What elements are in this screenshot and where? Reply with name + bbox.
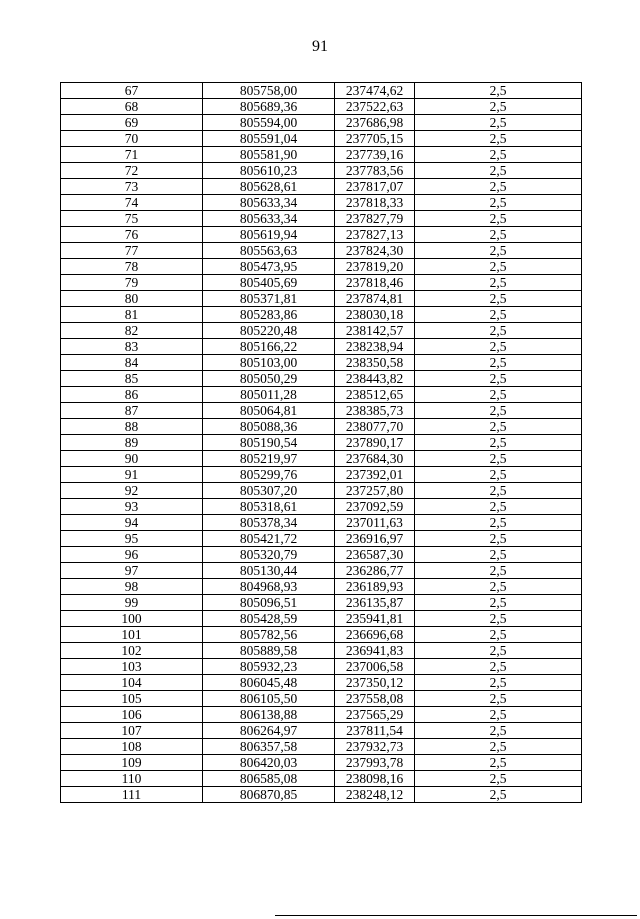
y-coordinate-cell: 237874,81 (335, 291, 415, 307)
y-coordinate-cell: 237827,79 (335, 211, 415, 227)
bottom-rule (275, 915, 637, 916)
table-row (61, 387, 582, 403)
point-number-cell: 70 (61, 131, 203, 147)
table-row (61, 483, 582, 499)
accuracy-cell: 2,5 (415, 355, 582, 371)
x-coordinate-cell: 806138,88 (203, 707, 335, 723)
x-coordinate-cell: 805591,04 (203, 131, 335, 147)
accuracy-cell: 2,5 (415, 563, 582, 579)
y-coordinate-cell: 237392,01 (335, 467, 415, 483)
x-coordinate-cell: 806264,97 (203, 723, 335, 739)
table-row (61, 147, 582, 163)
table-row (61, 755, 582, 771)
point-number-cell: 101 (61, 627, 203, 643)
accuracy-cell: 2,5 (415, 195, 582, 211)
point-number-cell: 68 (61, 99, 203, 115)
y-coordinate-cell: 237565,29 (335, 707, 415, 723)
point-number-cell: 81 (61, 307, 203, 323)
point-number-cell: 72 (61, 163, 203, 179)
accuracy-cell: 2,5 (415, 627, 582, 643)
accuracy-cell: 2,5 (415, 291, 582, 307)
y-coordinate-cell: 237818,33 (335, 195, 415, 211)
point-number-cell: 97 (61, 563, 203, 579)
x-coordinate-cell: 805299,76 (203, 467, 335, 483)
table-row (61, 627, 582, 643)
x-coordinate-cell: 805064,81 (203, 403, 335, 419)
y-coordinate-cell: 237993,78 (335, 755, 415, 771)
accuracy-cell: 2,5 (415, 179, 582, 195)
x-coordinate-cell: 805889,58 (203, 643, 335, 659)
point-number-cell: 75 (61, 211, 203, 227)
point-number-cell: 77 (61, 243, 203, 259)
accuracy-cell: 2,5 (415, 707, 582, 723)
table-row (61, 435, 582, 451)
accuracy-cell: 2,5 (415, 387, 582, 403)
accuracy-cell: 2,5 (415, 579, 582, 595)
point-number-cell: 69 (61, 115, 203, 131)
x-coordinate-cell: 805610,23 (203, 163, 335, 179)
point-number-cell: 96 (61, 547, 203, 563)
y-coordinate-cell: 237890,17 (335, 435, 415, 451)
y-coordinate-cell: 236696,68 (335, 627, 415, 643)
x-coordinate-cell: 805581,90 (203, 147, 335, 163)
table-row (61, 771, 582, 787)
y-coordinate-cell: 237705,15 (335, 131, 415, 147)
y-coordinate-cell: 237092,59 (335, 499, 415, 515)
y-coordinate-cell: 238142,57 (335, 323, 415, 339)
table-row (61, 403, 582, 419)
table-row (61, 291, 582, 307)
point-number-cell: 99 (61, 595, 203, 611)
point-number-cell: 104 (61, 675, 203, 691)
point-number-cell: 98 (61, 579, 203, 595)
accuracy-cell: 2,5 (415, 211, 582, 227)
accuracy-cell: 2,5 (415, 451, 582, 467)
table-row (61, 355, 582, 371)
accuracy-cell: 2,5 (415, 531, 582, 547)
y-coordinate-cell: 237819,20 (335, 259, 415, 275)
accuracy-cell: 2,5 (415, 323, 582, 339)
accuracy-cell: 2,5 (415, 259, 582, 275)
table-row (61, 179, 582, 195)
x-coordinate-cell: 805378,34 (203, 515, 335, 531)
y-coordinate-cell: 238238,94 (335, 339, 415, 355)
x-coordinate-cell: 805689,36 (203, 99, 335, 115)
table-row (61, 227, 582, 243)
page-number: 91 (312, 38, 328, 55)
point-number-cell: 107 (61, 723, 203, 739)
table-row (61, 83, 582, 99)
point-number-cell: 78 (61, 259, 203, 275)
x-coordinate-cell: 805619,94 (203, 227, 335, 243)
y-coordinate-cell: 237932,73 (335, 739, 415, 755)
point-number-cell: 92 (61, 483, 203, 499)
x-coordinate-cell: 805096,51 (203, 595, 335, 611)
y-coordinate-cell: 238443,82 (335, 371, 415, 387)
accuracy-cell: 2,5 (415, 499, 582, 515)
table-row (61, 163, 582, 179)
point-number-cell: 67 (61, 83, 203, 99)
point-number-cell: 102 (61, 643, 203, 659)
point-number-cell: 103 (61, 659, 203, 675)
x-coordinate-cell: 805932,23 (203, 659, 335, 675)
y-coordinate-cell: 237257,80 (335, 483, 415, 499)
x-coordinate-cell: 805166,22 (203, 339, 335, 355)
point-number-cell: 90 (61, 451, 203, 467)
y-coordinate-cell: 235941,81 (335, 611, 415, 627)
x-coordinate-cell: 805428,59 (203, 611, 335, 627)
accuracy-cell: 2,5 (415, 147, 582, 163)
x-coordinate-cell: 805220,48 (203, 323, 335, 339)
point-number-cell: 88 (61, 419, 203, 435)
x-coordinate-cell: 805628,61 (203, 179, 335, 195)
y-coordinate-cell: 238248,12 (335, 787, 415, 803)
point-number-cell: 79 (61, 275, 203, 291)
point-number-cell: 80 (61, 291, 203, 307)
y-coordinate-cell: 238030,18 (335, 307, 415, 323)
y-coordinate-cell: 236286,77 (335, 563, 415, 579)
x-coordinate-cell: 805219,97 (203, 451, 335, 467)
table-row (61, 531, 582, 547)
x-coordinate-cell: 805594,00 (203, 115, 335, 131)
point-number-cell: 82 (61, 323, 203, 339)
y-coordinate-cell: 238098,16 (335, 771, 415, 787)
table-row (61, 99, 582, 115)
accuracy-cell: 2,5 (415, 307, 582, 323)
accuracy-cell: 2,5 (415, 675, 582, 691)
accuracy-cell: 2,5 (415, 435, 582, 451)
y-coordinate-cell: 237739,16 (335, 147, 415, 163)
table-row (61, 131, 582, 147)
table-row (61, 451, 582, 467)
y-coordinate-cell: 237558,08 (335, 691, 415, 707)
table-row (61, 723, 582, 739)
x-coordinate-cell: 805473,95 (203, 259, 335, 275)
y-coordinate-cell: 237474,62 (335, 83, 415, 99)
point-number-cell: 83 (61, 339, 203, 355)
x-coordinate-cell: 805088,36 (203, 419, 335, 435)
accuracy-cell: 2,5 (415, 403, 582, 419)
table-body (61, 83, 582, 803)
accuracy-cell: 2,5 (415, 611, 582, 627)
y-coordinate-cell: 236587,30 (335, 547, 415, 563)
y-coordinate-cell: 237817,07 (335, 179, 415, 195)
accuracy-cell: 2,5 (415, 99, 582, 115)
table-row (61, 467, 582, 483)
accuracy-cell: 2,5 (415, 691, 582, 707)
x-coordinate-cell: 804968,93 (203, 579, 335, 595)
point-number-cell: 84 (61, 355, 203, 371)
point-number-cell: 106 (61, 707, 203, 723)
point-number-cell: 94 (61, 515, 203, 531)
table-row (61, 243, 582, 259)
y-coordinate-cell: 236941,83 (335, 643, 415, 659)
table-row (61, 371, 582, 387)
point-number-cell: 109 (61, 755, 203, 771)
table-row (61, 323, 582, 339)
x-coordinate-cell: 805283,86 (203, 307, 335, 323)
y-coordinate-cell: 237684,30 (335, 451, 415, 467)
x-coordinate-cell: 805320,79 (203, 547, 335, 563)
y-coordinate-cell: 237522,63 (335, 99, 415, 115)
table-row (61, 115, 582, 131)
point-number-cell: 85 (61, 371, 203, 387)
table-row (61, 547, 582, 563)
table-row (61, 499, 582, 515)
x-coordinate-cell: 805405,69 (203, 275, 335, 291)
point-number-cell: 108 (61, 739, 203, 755)
accuracy-cell: 2,5 (415, 243, 582, 259)
table-row (61, 339, 582, 355)
accuracy-cell: 2,5 (415, 131, 582, 147)
x-coordinate-cell: 806045,48 (203, 675, 335, 691)
table-row (61, 275, 582, 291)
x-coordinate-cell: 806105,50 (203, 691, 335, 707)
y-coordinate-cell: 237783,56 (335, 163, 415, 179)
table-row (61, 579, 582, 595)
table-row (61, 195, 582, 211)
accuracy-cell: 2,5 (415, 595, 582, 611)
y-coordinate-cell: 236189,93 (335, 579, 415, 595)
accuracy-cell: 2,5 (415, 771, 582, 787)
y-coordinate-cell: 237818,46 (335, 275, 415, 291)
table-row (61, 691, 582, 707)
x-coordinate-cell: 806357,58 (203, 739, 335, 755)
x-coordinate-cell: 805633,34 (203, 211, 335, 227)
accuracy-cell: 2,5 (415, 467, 582, 483)
x-coordinate-cell: 805318,61 (203, 499, 335, 515)
y-coordinate-cell: 236135,87 (335, 595, 415, 611)
y-coordinate-cell: 236916,97 (335, 531, 415, 547)
y-coordinate-cell: 237811,54 (335, 723, 415, 739)
accuracy-cell: 2,5 (415, 227, 582, 243)
x-coordinate-cell: 805758,00 (203, 83, 335, 99)
table-row (61, 563, 582, 579)
x-coordinate-cell: 805103,00 (203, 355, 335, 371)
accuracy-cell: 2,5 (415, 643, 582, 659)
point-number-cell: 100 (61, 611, 203, 627)
accuracy-cell: 2,5 (415, 515, 582, 531)
table-row (61, 259, 582, 275)
table-row (61, 307, 582, 323)
point-number-cell: 73 (61, 179, 203, 195)
y-coordinate-cell: 237824,30 (335, 243, 415, 259)
accuracy-cell: 2,5 (415, 371, 582, 387)
point-number-cell: 71 (61, 147, 203, 163)
table-row (61, 515, 582, 531)
accuracy-cell: 2,5 (415, 115, 582, 131)
x-coordinate-cell: 805130,44 (203, 563, 335, 579)
accuracy-cell: 2,5 (415, 659, 582, 675)
table-row (61, 659, 582, 675)
accuracy-cell: 2,5 (415, 755, 582, 771)
x-coordinate-cell: 806585,08 (203, 771, 335, 787)
accuracy-cell: 2,5 (415, 723, 582, 739)
y-coordinate-cell: 238385,73 (335, 403, 415, 419)
y-coordinate-cell: 237350,12 (335, 675, 415, 691)
point-number-cell: 86 (61, 387, 203, 403)
y-coordinate-cell: 237006,58 (335, 659, 415, 675)
y-coordinate-cell: 238077,70 (335, 419, 415, 435)
table-row (61, 419, 582, 435)
table-row (61, 739, 582, 755)
point-number-cell: 95 (61, 531, 203, 547)
point-number-cell: 93 (61, 499, 203, 515)
point-number-cell: 110 (61, 771, 203, 787)
coordinates-table (60, 82, 582, 803)
accuracy-cell: 2,5 (415, 787, 582, 803)
point-number-cell: 74 (61, 195, 203, 211)
point-number-cell: 91 (61, 467, 203, 483)
point-number-cell: 76 (61, 227, 203, 243)
point-number-cell: 87 (61, 403, 203, 419)
table-row (61, 211, 582, 227)
table-row (61, 611, 582, 627)
point-number-cell: 111 (61, 787, 203, 803)
x-coordinate-cell: 805307,20 (203, 483, 335, 499)
point-number-cell: 105 (61, 691, 203, 707)
accuracy-cell: 2,5 (415, 483, 582, 499)
accuracy-cell: 2,5 (415, 419, 582, 435)
y-coordinate-cell: 237011,63 (335, 515, 415, 531)
x-coordinate-cell: 806870,85 (203, 787, 335, 803)
x-coordinate-cell: 805050,29 (203, 371, 335, 387)
y-coordinate-cell: 238512,65 (335, 387, 415, 403)
table-row (61, 643, 582, 659)
table-row (61, 595, 582, 611)
x-coordinate-cell: 805563,63 (203, 243, 335, 259)
accuracy-cell: 2,5 (415, 275, 582, 291)
x-coordinate-cell: 805371,81 (203, 291, 335, 307)
table-row (61, 675, 582, 691)
accuracy-cell: 2,5 (415, 547, 582, 563)
x-coordinate-cell: 806420,03 (203, 755, 335, 771)
y-coordinate-cell: 238350,58 (335, 355, 415, 371)
accuracy-cell: 2,5 (415, 83, 582, 99)
accuracy-cell: 2,5 (415, 739, 582, 755)
accuracy-cell: 2,5 (415, 163, 582, 179)
x-coordinate-cell: 805011,28 (203, 387, 335, 403)
y-coordinate-cell: 237827,13 (335, 227, 415, 243)
point-number-cell: 89 (61, 435, 203, 451)
table-row (61, 707, 582, 723)
x-coordinate-cell: 805421,72 (203, 531, 335, 547)
y-coordinate-cell: 237686,98 (335, 115, 415, 131)
x-coordinate-cell: 805633,34 (203, 195, 335, 211)
x-coordinate-cell: 805190,54 (203, 435, 335, 451)
table-row (61, 787, 582, 803)
accuracy-cell: 2,5 (415, 339, 582, 355)
x-coordinate-cell: 805782,56 (203, 627, 335, 643)
